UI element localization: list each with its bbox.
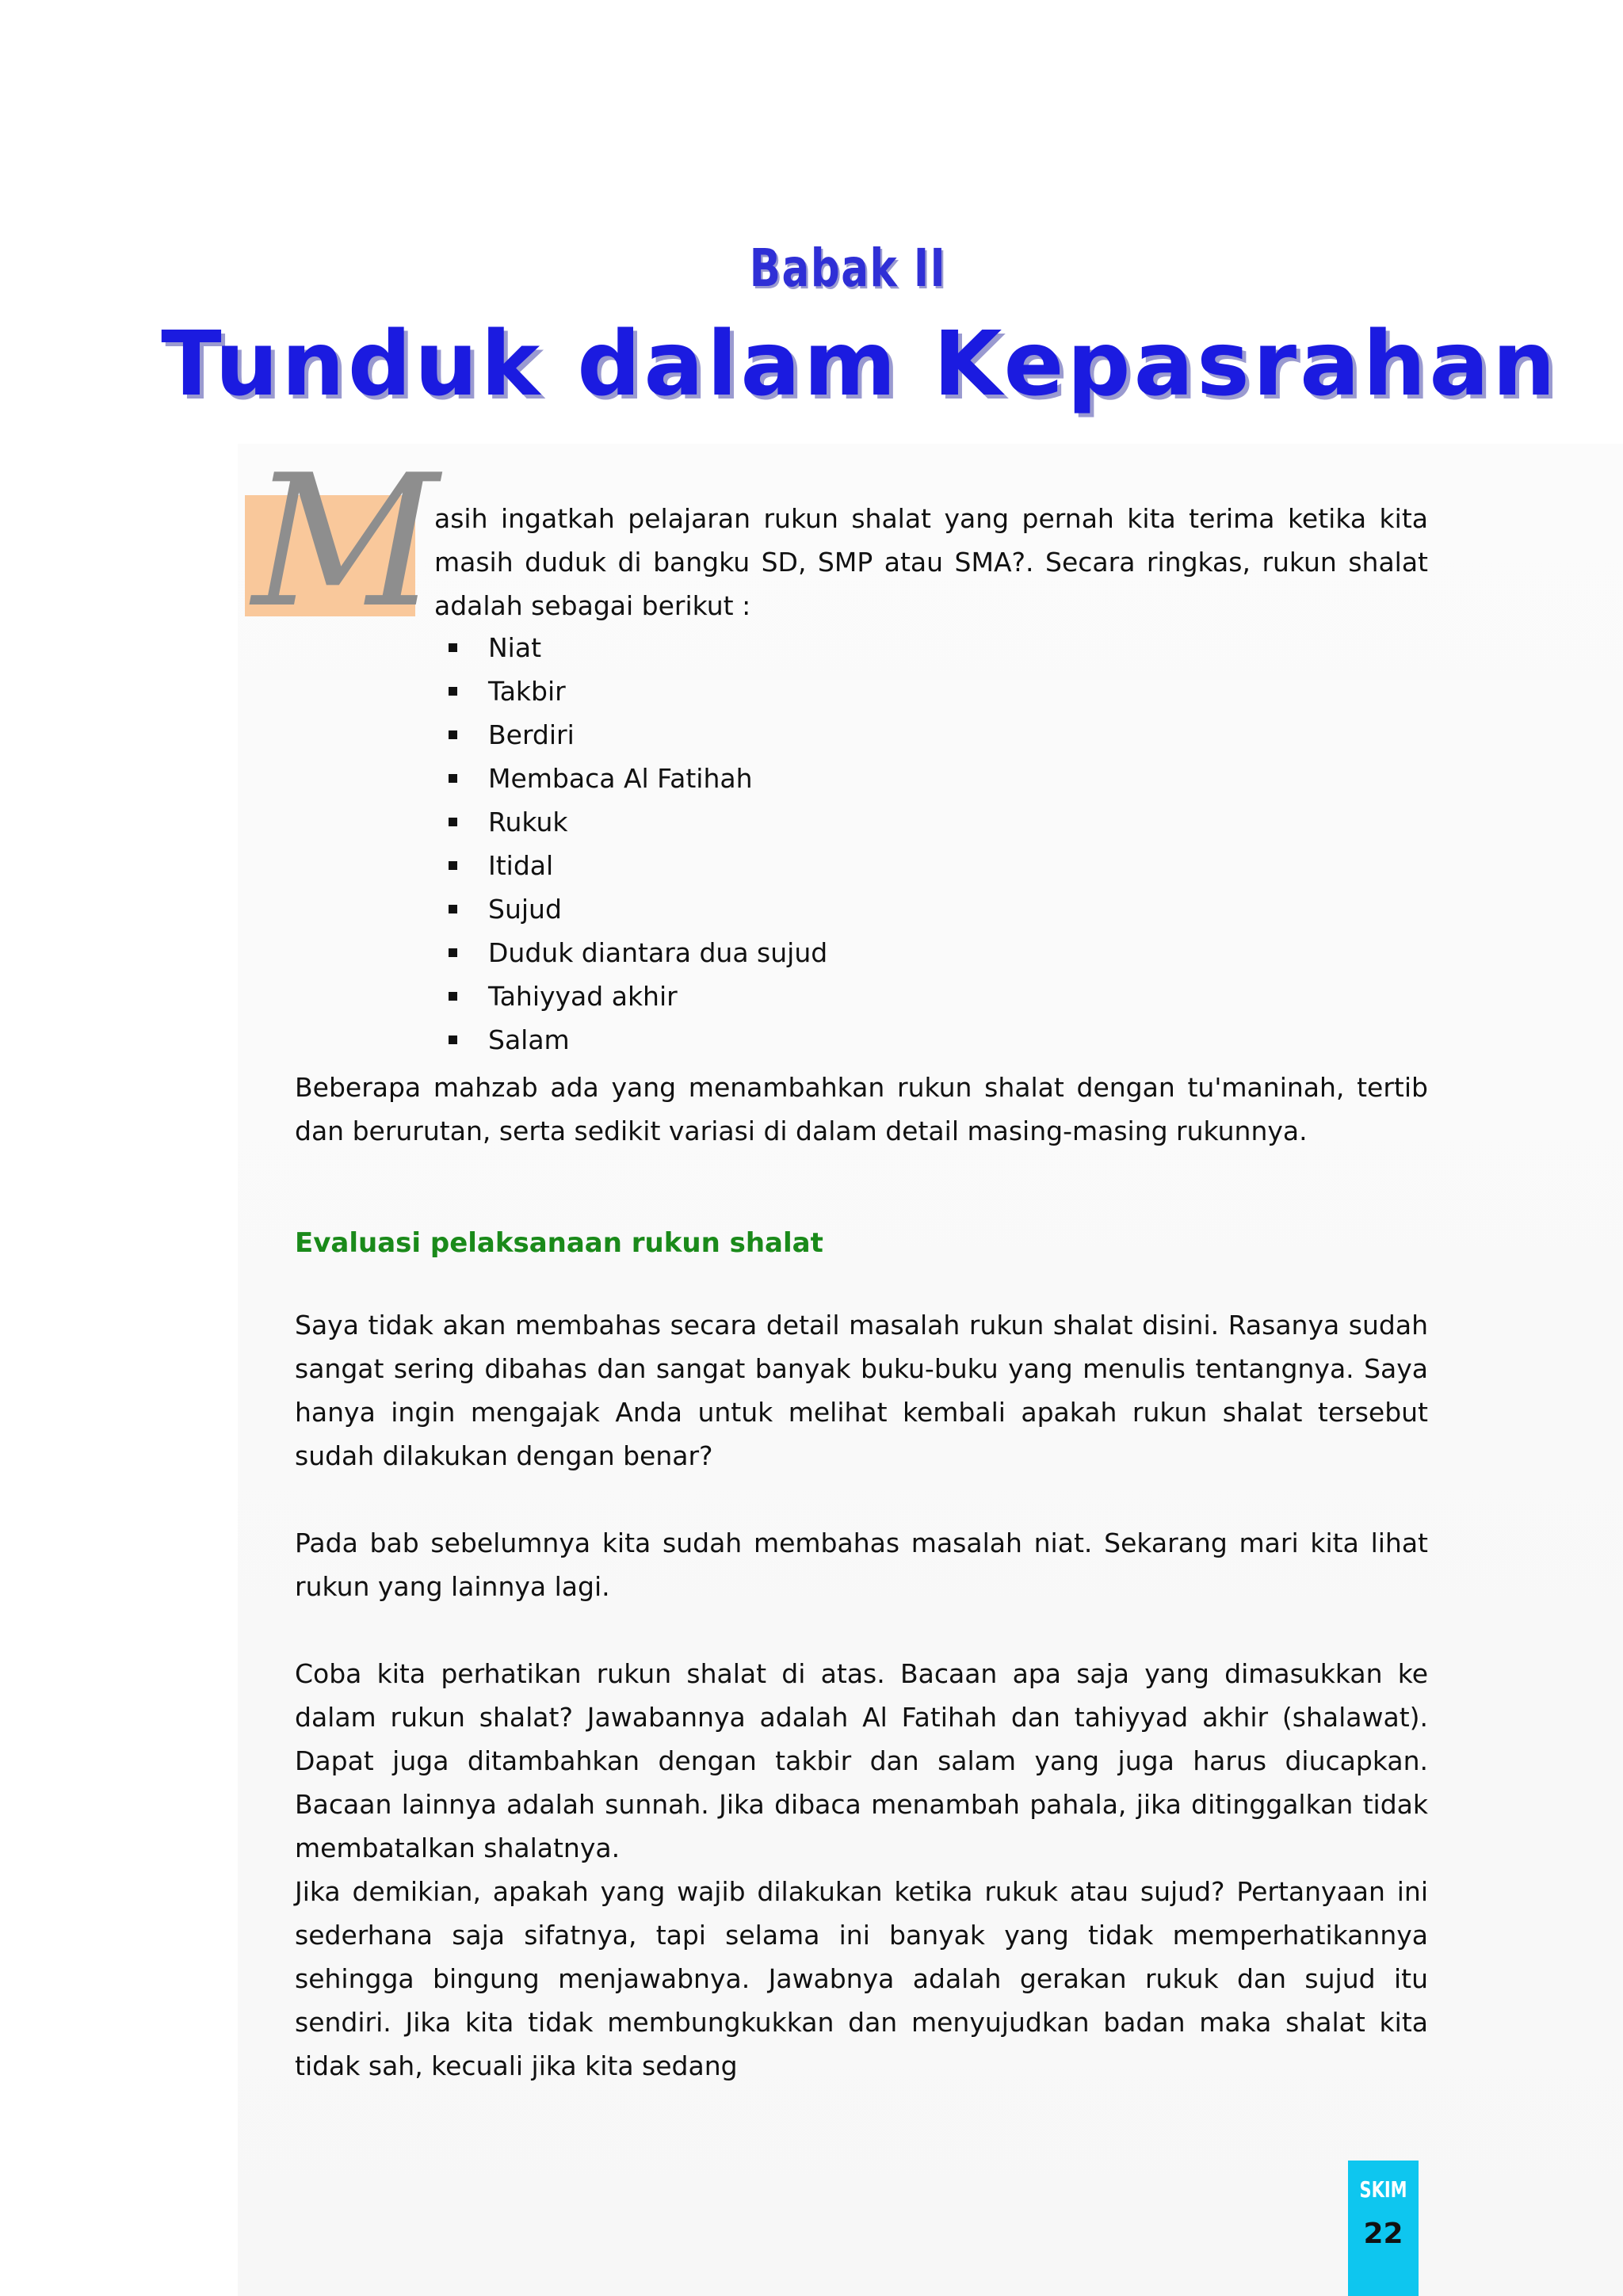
paragraph-evaluation: Saya tidak akan membahas secara detail masalah rukun shalat disini. Rasanya sudah sangat sering dibahas dan sangat banyak buku-buku yang menulis tentangnya. Saya hanya ingin mengajak Anda untuk melihat kembali apakah rukun shalat tersebut sudah dilakukan dengan benar? <box>295 1310 1428 1471</box>
footer-label: SKIM <box>1359 2176 1407 2203</box>
paragraph-rukuk-sujud: Jika demikian, apakah yang wajib dilakukan ketika rukuk atau sujud? Pertanyaan ini sederhana saja sifatnya, tapi selama ini banyak yang tidak memperhatikannya sehingga bingung menjawabnya. Jawabnya adalah gerakan rukuk dan sujud itu sendiri. Jika kita tidak membungkukkan dan menyujudkan badan maka shalat kita tidak sah, kecuali jika kita sedang <box>295 1876 1428 2081</box>
list-item: Rukuk <box>449 800 827 844</box>
dropcap-letter: M <box>252 437 439 648</box>
list-item: Takbir <box>449 669 827 713</box>
list-item: Tahiyyad akhir <box>449 974 827 1018</box>
paragraph-niat: Pada bab sebelumnya kita sudah membahas masalah niat. Sekarang mari kita lihat rukun yang lainnya lagi. <box>295 1527 1428 1602</box>
list-item: Itidal <box>449 844 827 887</box>
list-item: Sujud <box>449 887 827 931</box>
paragraph-bacaan: Coba kita perhatikan rukun shalat di atas. Bacaan apa saja yang dimasukkan ke dalam rukun shalat? Jawabannya adalah Al Fatihah dan tahiyyad akhir (shalawat). Dapat juga ditambahkan dengan takbir dan salam yang juga harus diucapkan. Bacaan lainnya adalah sunnah. Jika dibaca menambah pahala, jika ditinggalkan tidak membatalkan shalatnya. <box>295 1658 1428 1863</box>
chapter-label: Babak II <box>749 238 947 299</box>
rukun-list <box>449 626 827 1062</box>
paragraph-mahzab: Beberapa mahzab ada yang menambahkan rukun shalat dengan tu'maninah, tertib dan berurutan, serta sedikit variasi di dalam detail masing-masing rukunnya. <box>295 1072 1428 1146</box>
chapter-title: Tunduk dalam Kepasrahan <box>161 313 1559 416</box>
list-item: Duduk diantara dua sujud <box>449 931 827 974</box>
section-heading: Evaluasi pelaksanaan rukun shalat <box>295 1227 823 1259</box>
intro-paragraph: asih ingatkah pelajaran rukun shalat yang pernah kita terima ketika kita masih duduk di bangku SD, SMP atau SMA?. Secara ringkas, rukun shalat adalah sebagai berikut : <box>434 503 1428 621</box>
page-number: 22 <box>1363 2218 1403 2250</box>
list-item: Salam <box>449 1018 827 1062</box>
list-item: Berdiri <box>449 713 827 757</box>
list-item: Membaca Al Fatihah <box>449 757 827 800</box>
list-item: Niat <box>449 626 827 669</box>
